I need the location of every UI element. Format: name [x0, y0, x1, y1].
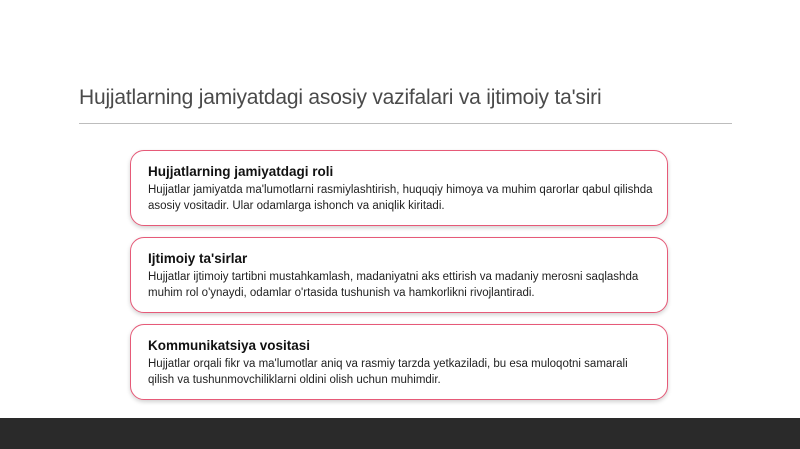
card-title: Kommunikatsiya vositasi: [148, 338, 311, 353]
bottom-bar: [0, 418, 800, 449]
content-card-social-impact: [130, 237, 668, 313]
card-body: Hujjatlar ijtimoiy tartibni mustahkamlash, madaniyatni aks ettirish va madaniy merosni saqlashda muhim rol o'ynaydi, odamlar o'rtasida tushunish va hamkorlikni rivojlantiradi.: [148, 271, 639, 299]
card-body: Hujjatlar orqali fikr va ma'lumotlar aniq va rasmiy tarzda yetkaziladi, bu esa muloqotni samarali qilish va tushunmovchiliklarni oldini olish uchun muhimdir.: [148, 358, 628, 386]
card-title: Ijtimoiy ta'sirlar: [148, 251, 248, 266]
slide-title: Hujjatlarning jamiyatdagi asosiy vazifalari va ijtimoiy ta'siri: [79, 86, 602, 109]
title-divider: [79, 123, 732, 124]
content-card-role: [130, 150, 668, 226]
content-card-communication: [130, 324, 668, 400]
card-body: Hujjatlar jamiyatda ma'lumotlarni rasmiylashtirish, huquqiy himoya va muhim qarorlar qabul qilishda asosiy vositadir. Ular odamlarga ishonch va aniqlik kiritadi.: [148, 184, 653, 212]
card-title: Hujjatlarning jamiyatdagi roli: [148, 164, 334, 179]
